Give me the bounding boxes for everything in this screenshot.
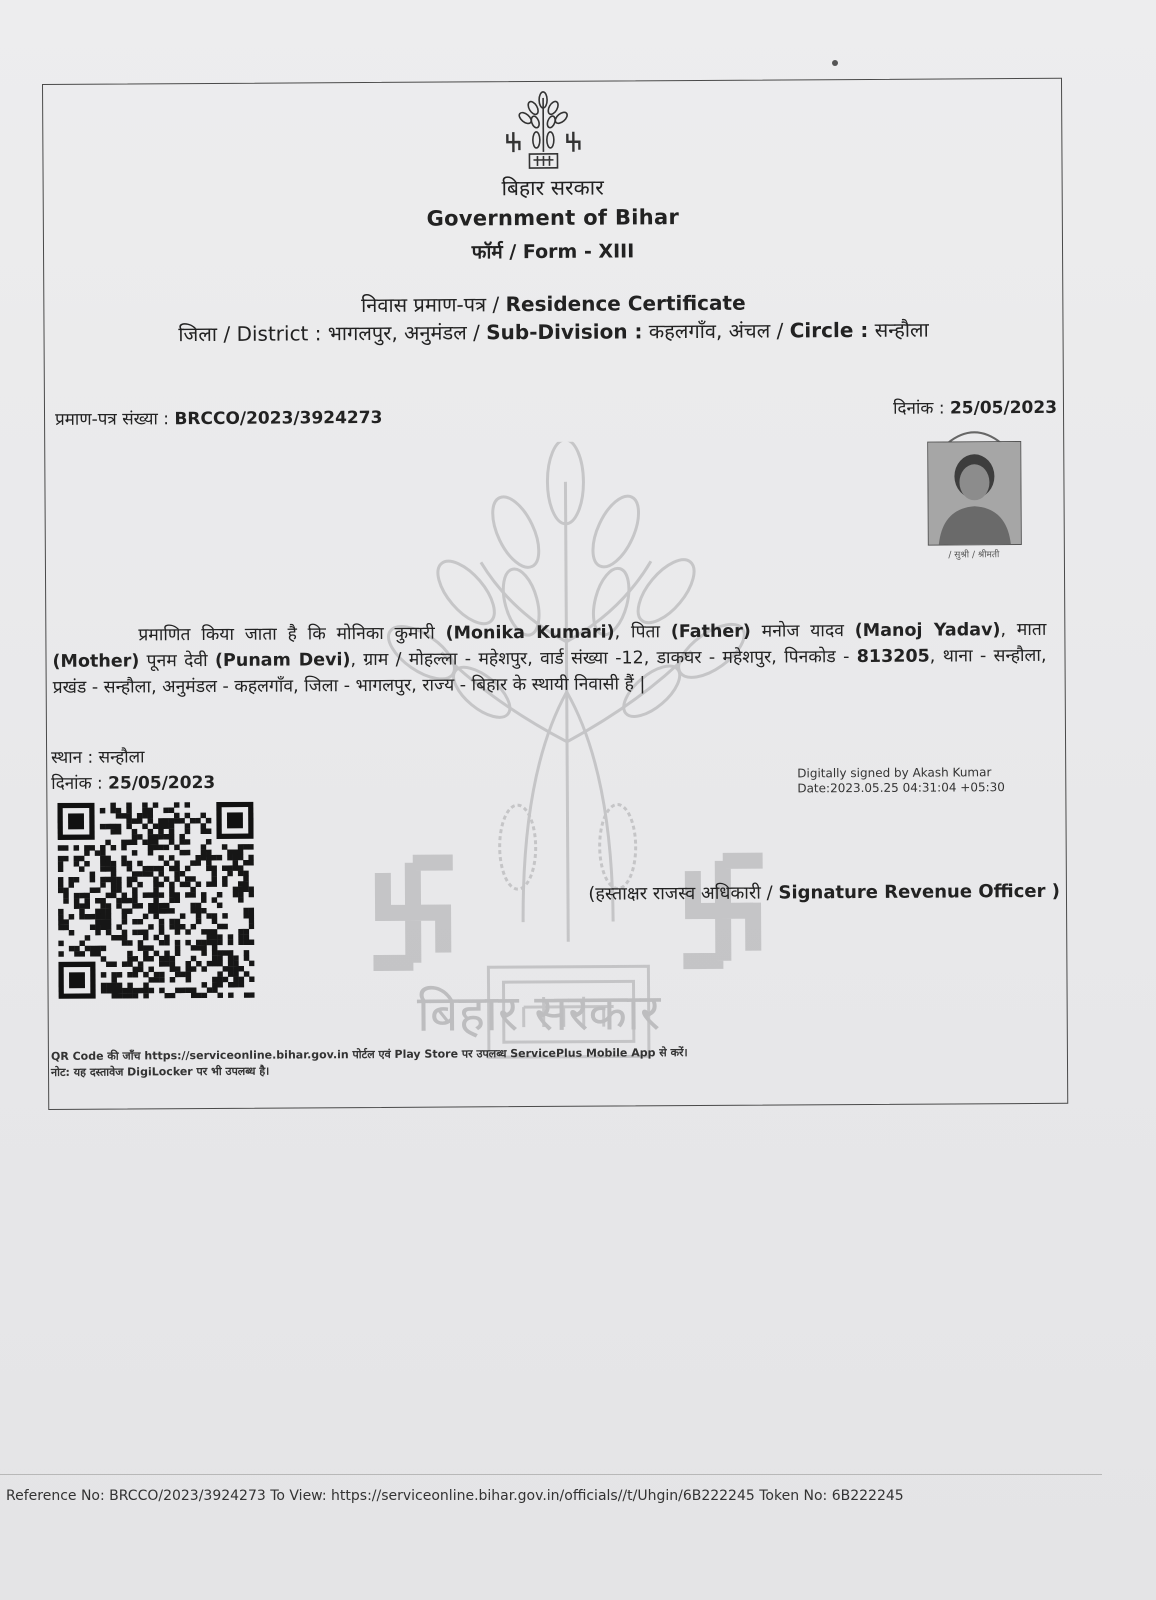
certificate-number-label: प्रमाण-पत्र संख्या : bbox=[54, 409, 170, 430]
digilocker-note: नोट: यह दस्तावेज DigiLocker पर भी उपलब्ध है। bbox=[50, 1064, 270, 1079]
certificate-statement bbox=[52, 617, 1046, 701]
mother-label: (Mother) bbox=[52, 651, 140, 672]
watermark-text-label: बिहार सरकार bbox=[416, 983, 661, 1043]
subdivision-value: कहलगाँव, अंचल / bbox=[648, 318, 784, 344]
paper-speck bbox=[832, 60, 838, 66]
mother-name-hindi: पूनम देवी bbox=[139, 650, 216, 672]
father-name-english: (Manoj Yadav) bbox=[854, 620, 1001, 642]
statement-text: , माता bbox=[1000, 619, 1047, 641]
signature-label-english: Signature Revenue Officer ) bbox=[778, 880, 1061, 904]
subdivision-label: Sub-Division : bbox=[486, 319, 643, 345]
father-name-hindi: मनोज यादव bbox=[750, 621, 855, 642]
district-label: जिला / District : bbox=[178, 321, 322, 347]
digital-signature-date: Date:2023.05.25 04:31:04 +05:30 bbox=[797, 780, 1005, 796]
issue-date bbox=[51, 770, 215, 794]
jurisdiction-line bbox=[44, 315, 1062, 348]
certificate-date bbox=[893, 395, 1057, 419]
issue-date-value: 25/05/2023 bbox=[108, 772, 216, 794]
issue-date-label: दिनांक : bbox=[51, 773, 103, 794]
digital-signature-signer: Digitally signed by Akash Kumar bbox=[797, 765, 992, 781]
photo-caption: / सुश्री / श्रीमती bbox=[948, 550, 1000, 561]
footer-divider bbox=[0, 1474, 1102, 1475]
circle-label: Circle : bbox=[789, 317, 869, 343]
certificate-frame bbox=[42, 78, 1068, 1110]
form-number: फॉर्म / Form - XIII bbox=[471, 240, 635, 264]
certificate-date-label: दिनांक : bbox=[893, 398, 945, 419]
certificate-number-value: BRCCO/2023/3924273 bbox=[174, 407, 383, 430]
issue-place: स्थान : सन्हौला bbox=[51, 747, 145, 768]
address-text: , ग्राम / मोहल्ला - महेशपुर, वार्ड संख्या -12, डाकघर - महेशपुर, पिनकोड - bbox=[350, 647, 857, 671]
qr-verification-note: QR Code की जाँच https://serviceonline.bihar.gov.in पोर्टल एवं Play Store पर उपलब्ध ServicePlus Mobile App से करें। bbox=[50, 1046, 688, 1063]
person-portrait-icon bbox=[928, 442, 1021, 545]
pincode: 813205 bbox=[856, 646, 930, 668]
applicant-photo bbox=[927, 441, 1022, 546]
digital-signature bbox=[797, 765, 1005, 796]
signature-label bbox=[588, 879, 1060, 906]
circle-value: सन्हौला bbox=[874, 317, 929, 342]
father-label: (Father) bbox=[670, 621, 751, 643]
certificate-number bbox=[55, 405, 382, 430]
certificate-title-english: Residence Certificate bbox=[505, 290, 746, 317]
reference-footer: Reference No: BRCCO/2023/3924273 To View: https://serviceonline.bihar.gov.in/officials//t/Uhgin/6B222245 Token No: 6B222245 bbox=[6, 1488, 904, 1504]
header-title-english: Government of Bihar bbox=[426, 205, 680, 231]
applicant-name-english: (Monika Kumari) bbox=[445, 622, 615, 644]
signature-label-hindi: (हस्ताक्षर राजस्व अधिकारी / bbox=[588, 882, 773, 905]
statement-text: , पिता bbox=[614, 622, 671, 643]
mother-name-english: (Punam Devi) bbox=[214, 650, 351, 671]
certificate-date-value: 25/05/2023 bbox=[949, 397, 1058, 419]
district-value: भागलपुर, अनुमंडल / bbox=[327, 320, 480, 346]
certificate-title-hindi: निवास प्रमाण-पत्र / bbox=[360, 292, 500, 318]
watermark-text bbox=[378, 979, 698, 1045]
applicant-photo-block bbox=[921, 425, 1026, 566]
statement-text: प्रमाणित किया जाता है कि मोनिका कुमारी bbox=[138, 623, 446, 646]
bihar-government-emblem-icon bbox=[503, 90, 584, 174]
header-title-hindi: बिहार सरकार bbox=[501, 175, 604, 201]
address-text: , थाना - सन्हौला, प्रखंड - सन्हौला, अनुमंडल - कहलगाँव, जिला - भागलपुर, राज्य - बिहार के स्थायी निवासी हैं | bbox=[52, 645, 1047, 698]
qr-code-icon[interactable] bbox=[57, 802, 254, 999]
